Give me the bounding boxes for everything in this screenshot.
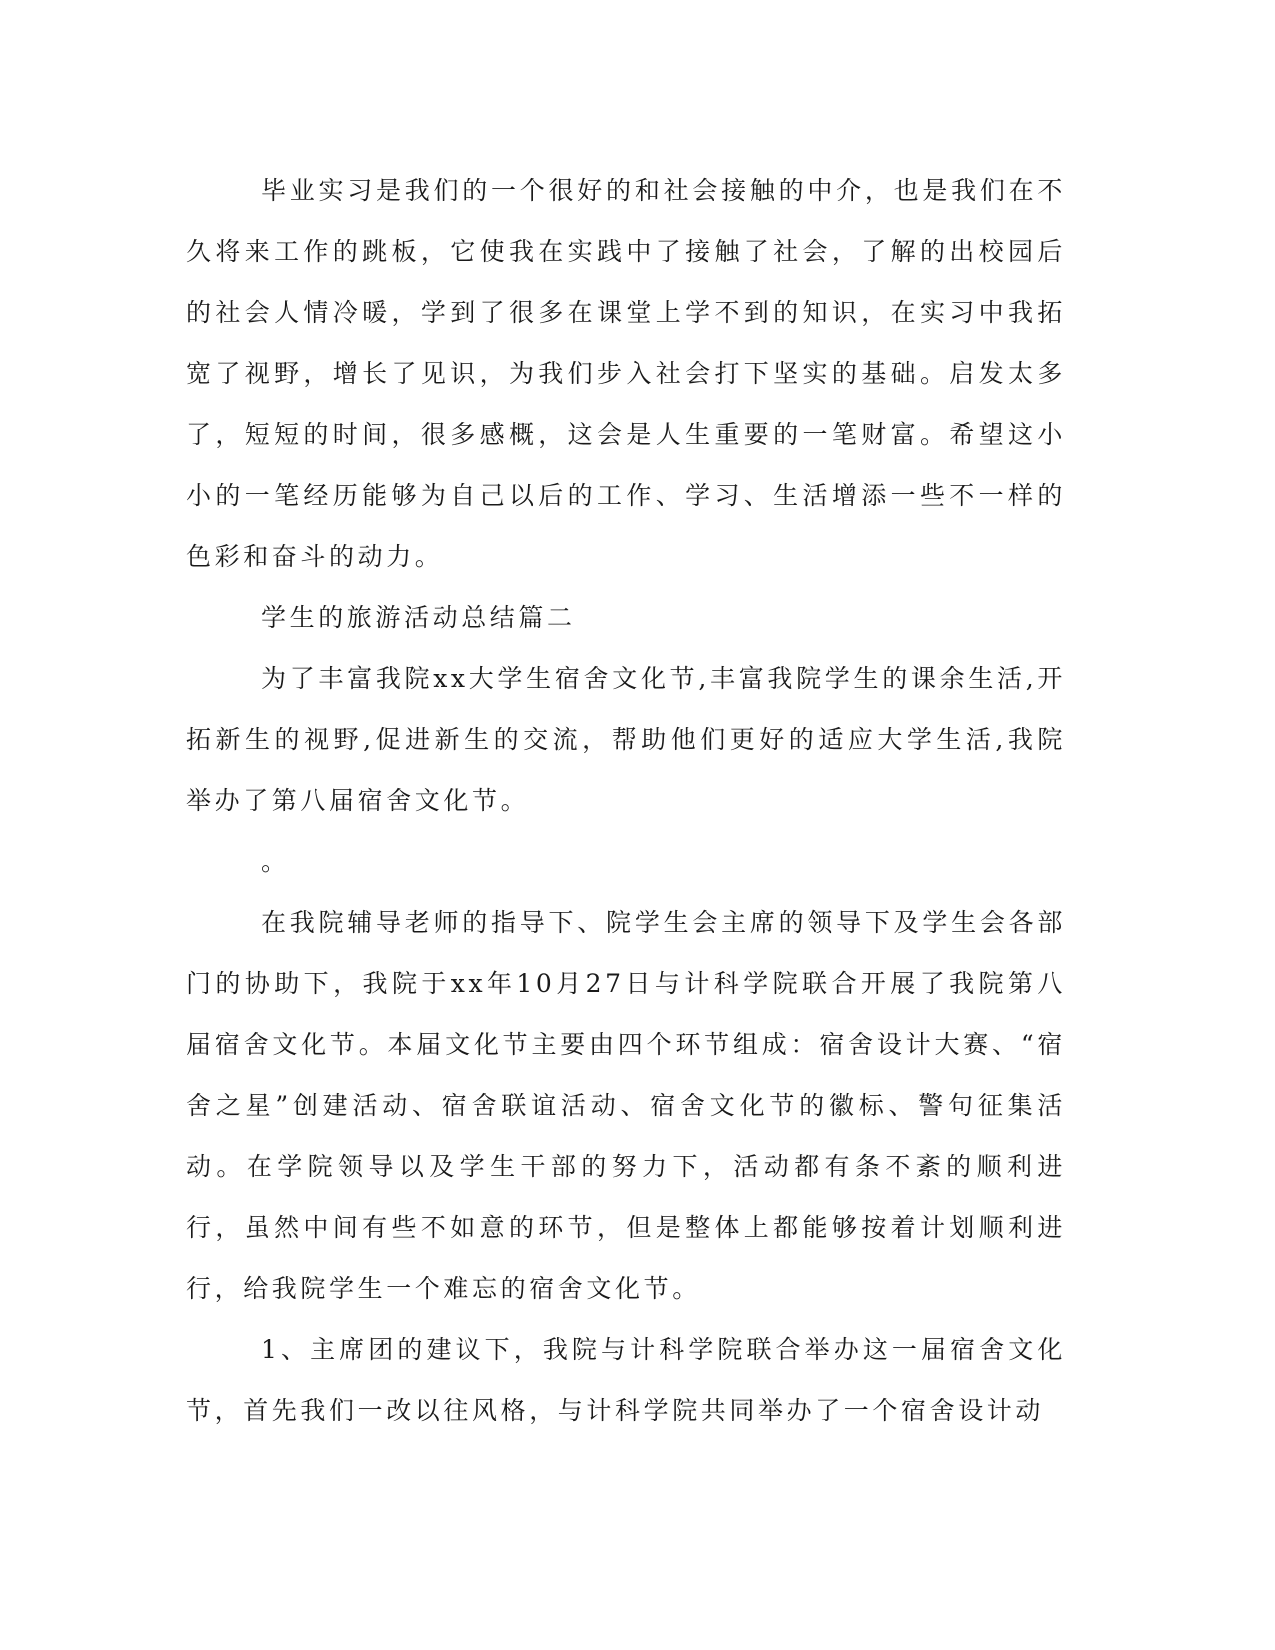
section-heading: 学生的旅游活动总结篇二 — [261, 603, 576, 632]
paragraph-festival-details: 在我院辅导老师的指导下、院学生会主席的领导下及学生会各部门的协助下，我院于xx年10月27日与计科学院联合开展了我院第八届宿舍文化节。本届文化节主要由四个环节组成：宿舍设计大赛、“宿舍之星”创建活动、宿舍联谊活动、宿舍文化节的徽标、警句征集活动。在学院领导以及学生干部的努力下，活动都有条不紊的顺利进行，虽然中间有些不如意的环节，但是整体上都能够按着计划顺利进行，给我院学生一个难忘的宿舍文化节。 — [186, 908, 1066, 1303]
paragraph-period-mark: 。 — [261, 847, 290, 876]
document-body — [186, 160, 1066, 1441]
paragraph-item-1: 1、主席团的建议下，我院与计科学院联合举办这一届宿舍文化节，首先我们一改以往风格，与计科学院共同举办了一个宿舍设计动 — [186, 1335, 1066, 1425]
paragraph-festival-intro: 为了丰富我院xx大学生宿舍文化节,丰富我院学生的课余生活,开拓新生的视野,促进新生的交流，帮助他们更好的适应大学生活,我院举办了第八届宿舍文化节。 — [186, 664, 1066, 815]
paragraph-internship-summary: 毕业实习是我们的一个很好的和社会接触的中介，也是我们在不久将来工作的跳板，它使我在实践中了接触了社会，了解的出校园后的社会人情冷暖，学到了很多在课堂上学不到的知识，在实习中我拓宽了视野，增长了见识，为我们步入社会打下坚实的基础。启发太多了，短短的时间，很多感概，这会是人生重要的一笔财富。希望这小小的一笔经历能够为自己以后的工作、学习、生活增添一些不一样的色彩和奋斗的动力。 — [186, 176, 1066, 571]
